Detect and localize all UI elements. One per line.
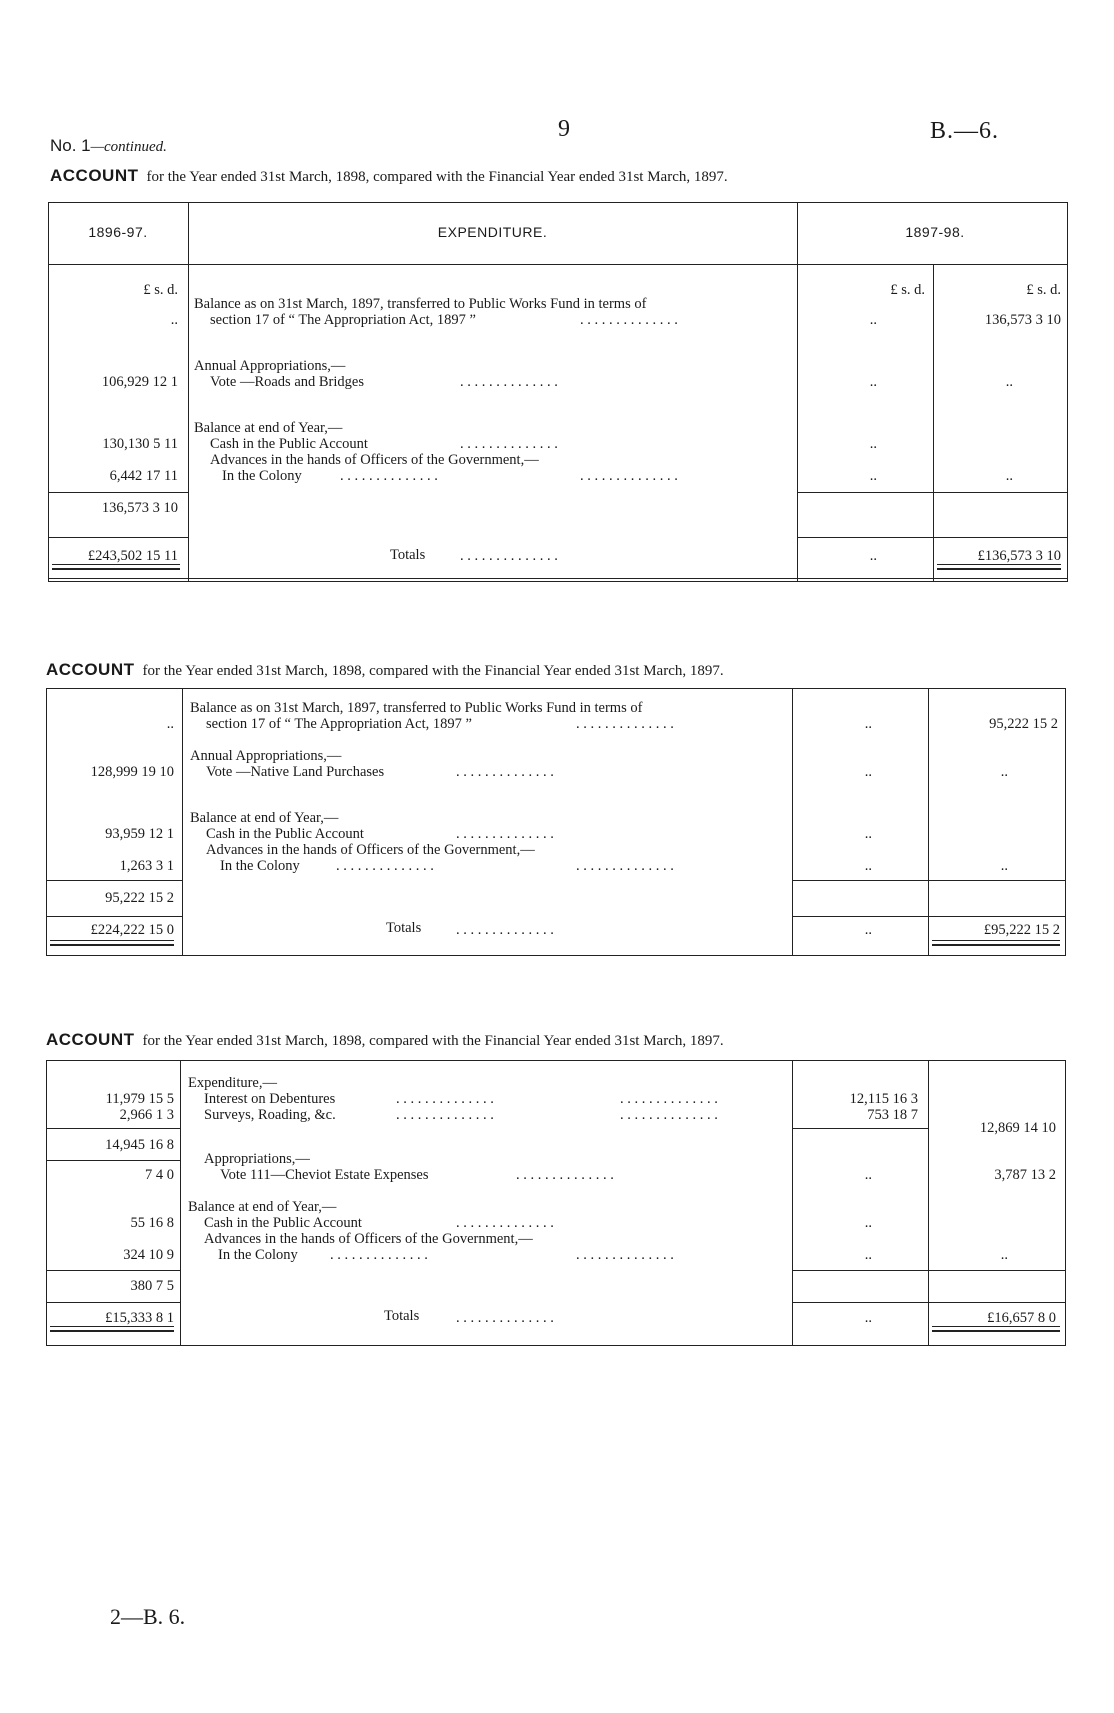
table2-end-head: Balance at end of Year,— <box>190 810 339 826</box>
table2-subtotal: 95,222 15 2 <box>105 890 174 906</box>
table1-cell: 130,130 5 11 <box>102 436 178 452</box>
table2-cell: 1,263 3 1 <box>119 858 174 874</box>
table3-surveys-line: Surveys, Roading, &c. <box>204 1107 336 1123</box>
continued-number: No. 1 <box>50 136 91 155</box>
table3-interest-line: Interest on Debentures <box>204 1091 336 1107</box>
table1-col-expenditure: EXPENDITURE. <box>437 224 548 240</box>
table2-approp-head: Annual Appropriations,— <box>190 748 342 764</box>
table3-approp-head: Appropriations,— <box>204 1151 310 1167</box>
table1-total-prev: £243,502 15 11 <box>87 548 178 564</box>
table2-cell: .. <box>1000 858 1008 874</box>
table1-balance-line2: section 17 of “ The Appropriation Act, 1897 ” <box>210 312 476 328</box>
table2-cell: 93,959 12 1 <box>105 826 174 842</box>
table1-leader: . . . . . . . . . . . . . . <box>340 468 438 484</box>
table2-total: £95,222 15 2 <box>983 922 1060 938</box>
table3-leader: . . . . . . . . . . . . . . <box>620 1107 718 1123</box>
table1-cell: 6,442 17 11 <box>109 468 178 484</box>
table1-heading <box>50 166 728 186</box>
table1-col-1897: 1897-98. <box>905 224 965 240</box>
document-reference: B.—6. <box>930 118 1000 144</box>
table3-cell: 11,979 15 5 <box>105 1091 174 1107</box>
table2-advances-line: Advances in the hands of Officers of the Government,— <box>206 842 535 858</box>
table3-leader: . . . . . . . . . . . . . . <box>516 1167 614 1183</box>
table1-heading-bold: ACCOUNT <box>50 166 139 185</box>
table3-leader: . . . . . . . . . . . . . . <box>396 1107 494 1123</box>
table3-heading-text: for the Year ended 31st March, 1898, compared with the Financial Year ended 31st March, 1897. <box>142 1033 724 1049</box>
table2-heading-text: for the Year ended 31st March, 1898, compared with the Financial Year ended 31st March, 1897. <box>142 663 724 679</box>
table2-leader: . . . . . . . . . . . . . . <box>576 858 674 874</box>
table2-cell: .. <box>1000 764 1008 780</box>
table3-leader: . . . . . . . . . . . . . . <box>456 1310 554 1326</box>
table1-units-prev: £ s. d. <box>143 282 178 298</box>
table3-heading-bold: ACCOUNT <box>46 1030 135 1049</box>
table3-leader: . . . . . . . . . . . . . . <box>456 1215 554 1231</box>
table3-advances-line: Advances in the hands of Officers of the Government,— <box>204 1231 533 1247</box>
table1-cell: .. <box>869 312 877 328</box>
table1-leader: . . . . . . . . . . . . . . <box>460 374 558 390</box>
table3-colony-line: In the Colony <box>218 1247 298 1263</box>
table2-cell: .. <box>864 922 872 938</box>
table3-total-prev: £15,333 8 1 <box>105 1310 174 1326</box>
table2-totals-label: Totals <box>386 920 422 936</box>
table3-end-head: Balance at end of Year,— <box>188 1199 337 1215</box>
table2-cell: .. <box>864 716 872 732</box>
table1-cell: .. <box>1005 374 1013 390</box>
table1-cell: .. <box>869 468 877 484</box>
table1-cell: .. <box>869 548 877 564</box>
table2-leader: . . . . . . . . . . . . . . <box>336 858 434 874</box>
table1-cell: .. <box>869 374 877 390</box>
table1-cell: 106,929 12 1 <box>101 374 178 390</box>
table1-leader: . . . . . . . . . . . . . . <box>580 312 678 328</box>
table2-cell: .. <box>166 716 174 732</box>
table3-approp-line: Vote 111—Cheviot Estate Expenses <box>220 1167 429 1183</box>
table3-cell: 2,966 1 3 <box>119 1107 174 1123</box>
table2-heading <box>46 660 724 680</box>
table3-totals-label: Totals <box>384 1308 420 1324</box>
table1-col-1896: 1896-97. <box>88 224 148 240</box>
table3-cell: 324 10 9 <box>123 1247 174 1263</box>
table1-cell: 136,573 3 10 <box>984 312 1061 328</box>
continued-suffix: —continued. <box>90 139 167 155</box>
table3-cell: .. <box>1000 1247 1008 1263</box>
table1-approp-line: Vote —Roads and Bridges <box>210 374 364 390</box>
table1-approp-head: Annual Appropriations,— <box>194 358 346 374</box>
table1-units-mid: £ s. d. <box>890 282 925 298</box>
table3-heading <box>46 1030 724 1050</box>
table1-subtotal: 136,573 3 10 <box>101 500 178 516</box>
table1-leader: . . . . . . . . . . . . . . <box>460 548 558 564</box>
table3-cell: 7 4 0 <box>145 1167 174 1183</box>
table2-cash-line: Cash in the Public Account <box>206 826 364 842</box>
table1-cell: .. <box>869 436 877 452</box>
table2-leader: . . . . . . . . . . . . . . <box>576 716 674 732</box>
table1-units-total: £ s. d. <box>1026 282 1061 298</box>
table1-balance-line1: Balance as on 31st March, 1897, transferred to Public Works Fund in terms of <box>194 296 647 312</box>
table1-advances-line: Advances in the hands of Officers of the Government,— <box>210 452 539 468</box>
table1-colony-line: In the Colony <box>222 468 302 484</box>
table3-total: £16,657 8 0 <box>987 1310 1056 1326</box>
table1-totals-label: Totals <box>390 547 426 563</box>
table3-leader: . . . . . . . . . . . . . . <box>620 1091 718 1107</box>
table2-cell: .. <box>864 858 872 874</box>
table2-balance-line1: Balance as on 31st March, 1897, transferred to Public Works Fund in terms of <box>190 700 643 716</box>
table2-approp-line: Vote —Native Land Purchases <box>206 764 385 780</box>
table2-cell: 95,222 15 2 <box>989 716 1058 732</box>
table2-cell: .. <box>864 764 872 780</box>
table1-leader: . . . . . . . . . . . . . . <box>460 436 558 452</box>
table1-heading-text: for the Year ended 31st March, 1898, compared with the Financial Year ended 31st March, 1897. <box>146 169 728 185</box>
table2-heading-bold: ACCOUNT <box>46 660 135 679</box>
table3-cash-line: Cash in the Public Account <box>204 1215 362 1231</box>
table1-total: £136,573 3 10 <box>977 548 1061 564</box>
table3-leader: . . . . . . . . . . . . . . <box>576 1247 674 1263</box>
table1-end-head: Balance at end of Year,— <box>194 420 343 436</box>
table2-colony-line: In the Colony <box>220 858 300 874</box>
table3-cell: .. <box>864 1310 872 1326</box>
table1-cell: .. <box>170 312 178 328</box>
continued-label <box>50 136 167 156</box>
table3-cell: 55 16 8 <box>130 1215 174 1231</box>
table2-leader: . . . . . . . . . . . . . . <box>456 922 554 938</box>
table3-cell: 3,787 13 2 <box>994 1167 1056 1183</box>
table1-leader: . . . . . . . . . . . . . . <box>580 468 678 484</box>
table3-cell: .. <box>864 1215 872 1231</box>
page-number: 9 <box>558 116 570 142</box>
table3-subtotal: 380 7 5 <box>130 1278 174 1294</box>
table1-cash-line: Cash in the Public Account <box>210 436 368 452</box>
table3-leader: . . . . . . . . . . . . . . <box>396 1091 494 1107</box>
table2-cell: 128,999 19 10 <box>90 764 174 780</box>
table2-total-prev: £224,222 15 0 <box>90 922 174 938</box>
table3-cell: .. <box>864 1247 872 1263</box>
table3-cell: 12,115 16 3 <box>849 1091 918 1107</box>
table3-leader: . . . . . . . . . . . . . . <box>330 1247 428 1263</box>
table2-leader: . . . . . . . . . . . . . . <box>456 764 554 780</box>
table2-balance-line2: section 17 of “ The Appropriation Act, 1897 ” <box>206 716 472 732</box>
table2-cell: .. <box>864 826 872 842</box>
table1-cell: .. <box>1005 468 1013 484</box>
table3-subtotal: 14,945 16 8 <box>105 1137 174 1153</box>
table3-cell: 753 18 7 <box>867 1107 918 1123</box>
page-footer-ref: 2—B. 6. <box>110 1604 186 1629</box>
table2-leader: . . . . . . . . . . . . . . <box>456 826 554 842</box>
table3-cell: 12,869 14 10 <box>979 1120 1056 1136</box>
table3-exp-head: Expenditure,— <box>188 1075 277 1091</box>
table1-frame <box>48 202 1068 582</box>
table3-cell: .. <box>864 1167 872 1183</box>
